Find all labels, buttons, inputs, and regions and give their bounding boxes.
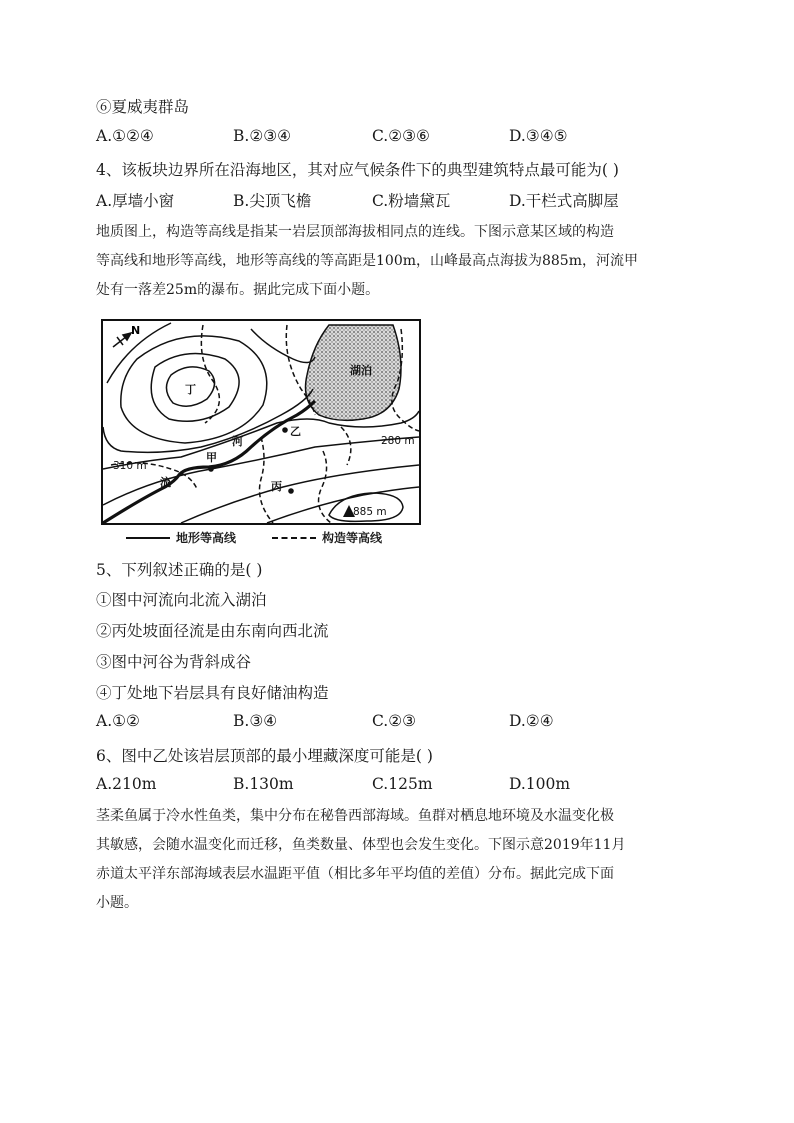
q3-option-c[interactable]: C.②③⑥	[372, 127, 430, 145]
legend-solid-line	[126, 537, 170, 539]
point-jia	[208, 466, 214, 472]
ding-label: 丁	[185, 383, 196, 396]
q4-stem: 4、该板块边界所在沿海地区，其对应气候条件下的典型建筑特点最可能为( )	[96, 161, 619, 179]
river-liu-label: 流	[160, 476, 171, 489]
q5-item-3: ③图中河谷为背斜成谷	[96, 653, 252, 671]
q5-item-2: ②丙处坡面径流是由东南向西北流	[96, 622, 329, 640]
contour-map	[101, 319, 421, 525]
q6-option-d[interactable]: D.100m	[509, 775, 571, 793]
q5-option-c[interactable]: C.②③	[372, 712, 417, 730]
point-yi	[282, 427, 288, 433]
legend-terrain: 地形等高线	[176, 531, 237, 545]
q6-option-c[interactable]: C.125m	[372, 775, 433, 793]
peak-label: 885 m	[353, 506, 387, 518]
q6-stem: 6、图中乙处该岩层顶部的最小埋藏深度可能是( )	[96, 747, 433, 765]
map-legend	[126, 528, 406, 546]
q5-stem: 5、下列叙述正确的是( )	[96, 561, 263, 579]
q4-option-a[interactable]: A.厚墙小窗	[96, 192, 175, 210]
north-label: N	[131, 324, 141, 337]
yi-label: 乙	[290, 425, 301, 438]
passage-1-line-2: 等高线和地形等高线，地形等高线的等高距是100m，山峰最高点海拔为885m，河流甲	[96, 253, 638, 269]
passage-2-line-2: 其敏感，会随水温变化而迁移，鱼类数量、体型也会发生变化。下图示意2019年11月	[96, 837, 626, 853]
point-bing	[288, 488, 294, 494]
contour-310-label: 310 m	[113, 460, 147, 472]
jia-label: 甲	[206, 451, 217, 464]
river-he-label: 河	[232, 435, 243, 448]
q4-option-d[interactable]: D.干栏式高脚屋	[509, 192, 619, 210]
passage-2-line-4: 小题。	[96, 895, 138, 911]
q6-options	[96, 775, 696, 799]
q4-option-c[interactable]: C.粉墙黛瓦	[372, 192, 451, 210]
q4-option-b[interactable]: B.尖顶飞檐	[233, 192, 312, 210]
q5-option-a[interactable]: A.①②	[96, 712, 140, 730]
legend-dashed-line	[272, 537, 316, 539]
q3-option-d[interactable]: D.③④⑤	[509, 127, 568, 145]
passage-1	[96, 218, 700, 305]
q3-option-b[interactable]: B.②③④	[233, 127, 292, 145]
passage-2-line-3: 赤道太平洋东部海域表层水温距平值（相比多年平均值的差值）分布。据此完成下面	[96, 866, 614, 882]
passage-1-line-1: 地质图上，构造等高线是指某一岩层顶部海拔相同点的连线。下图示意某区域的构造	[96, 224, 614, 240]
q6-option-b[interactable]: B.130m	[233, 775, 294, 793]
q5-option-b[interactable]: B.③④	[233, 712, 278, 730]
q3-option-a[interactable]: A.①②④	[96, 127, 154, 145]
legend-structure: 构造等高线	[322, 531, 383, 545]
q5-item-1: ①图中河流向北流入湖泊	[96, 591, 267, 609]
lake-label: 湖泊	[350, 364, 372, 377]
q3-options	[96, 127, 696, 151]
passage-2-line-1: 茎柔鱼属于冷水性鱼类，集中分布在秘鲁西部海域。鱼群对栖息地环境及水温变化极	[96, 808, 614, 824]
contour-280-label: 280 m	[381, 435, 415, 447]
q5-item-4: ④丁处地下岩层具有良好储油构造	[96, 684, 329, 702]
q5-option-d[interactable]: D.②④	[509, 712, 554, 730]
bing-label: 丙	[271, 480, 282, 493]
passage-1-line-3: 处有一落差25m的瀑布。据此完成下面小题。	[96, 282, 380, 298]
q5-options	[96, 712, 696, 736]
passage-2	[96, 802, 700, 918]
q4-options	[96, 189, 696, 213]
q6-option-a[interactable]: A.210m	[96, 775, 157, 793]
q3-item-6: ⑥夏威夷群岛	[96, 98, 190, 116]
